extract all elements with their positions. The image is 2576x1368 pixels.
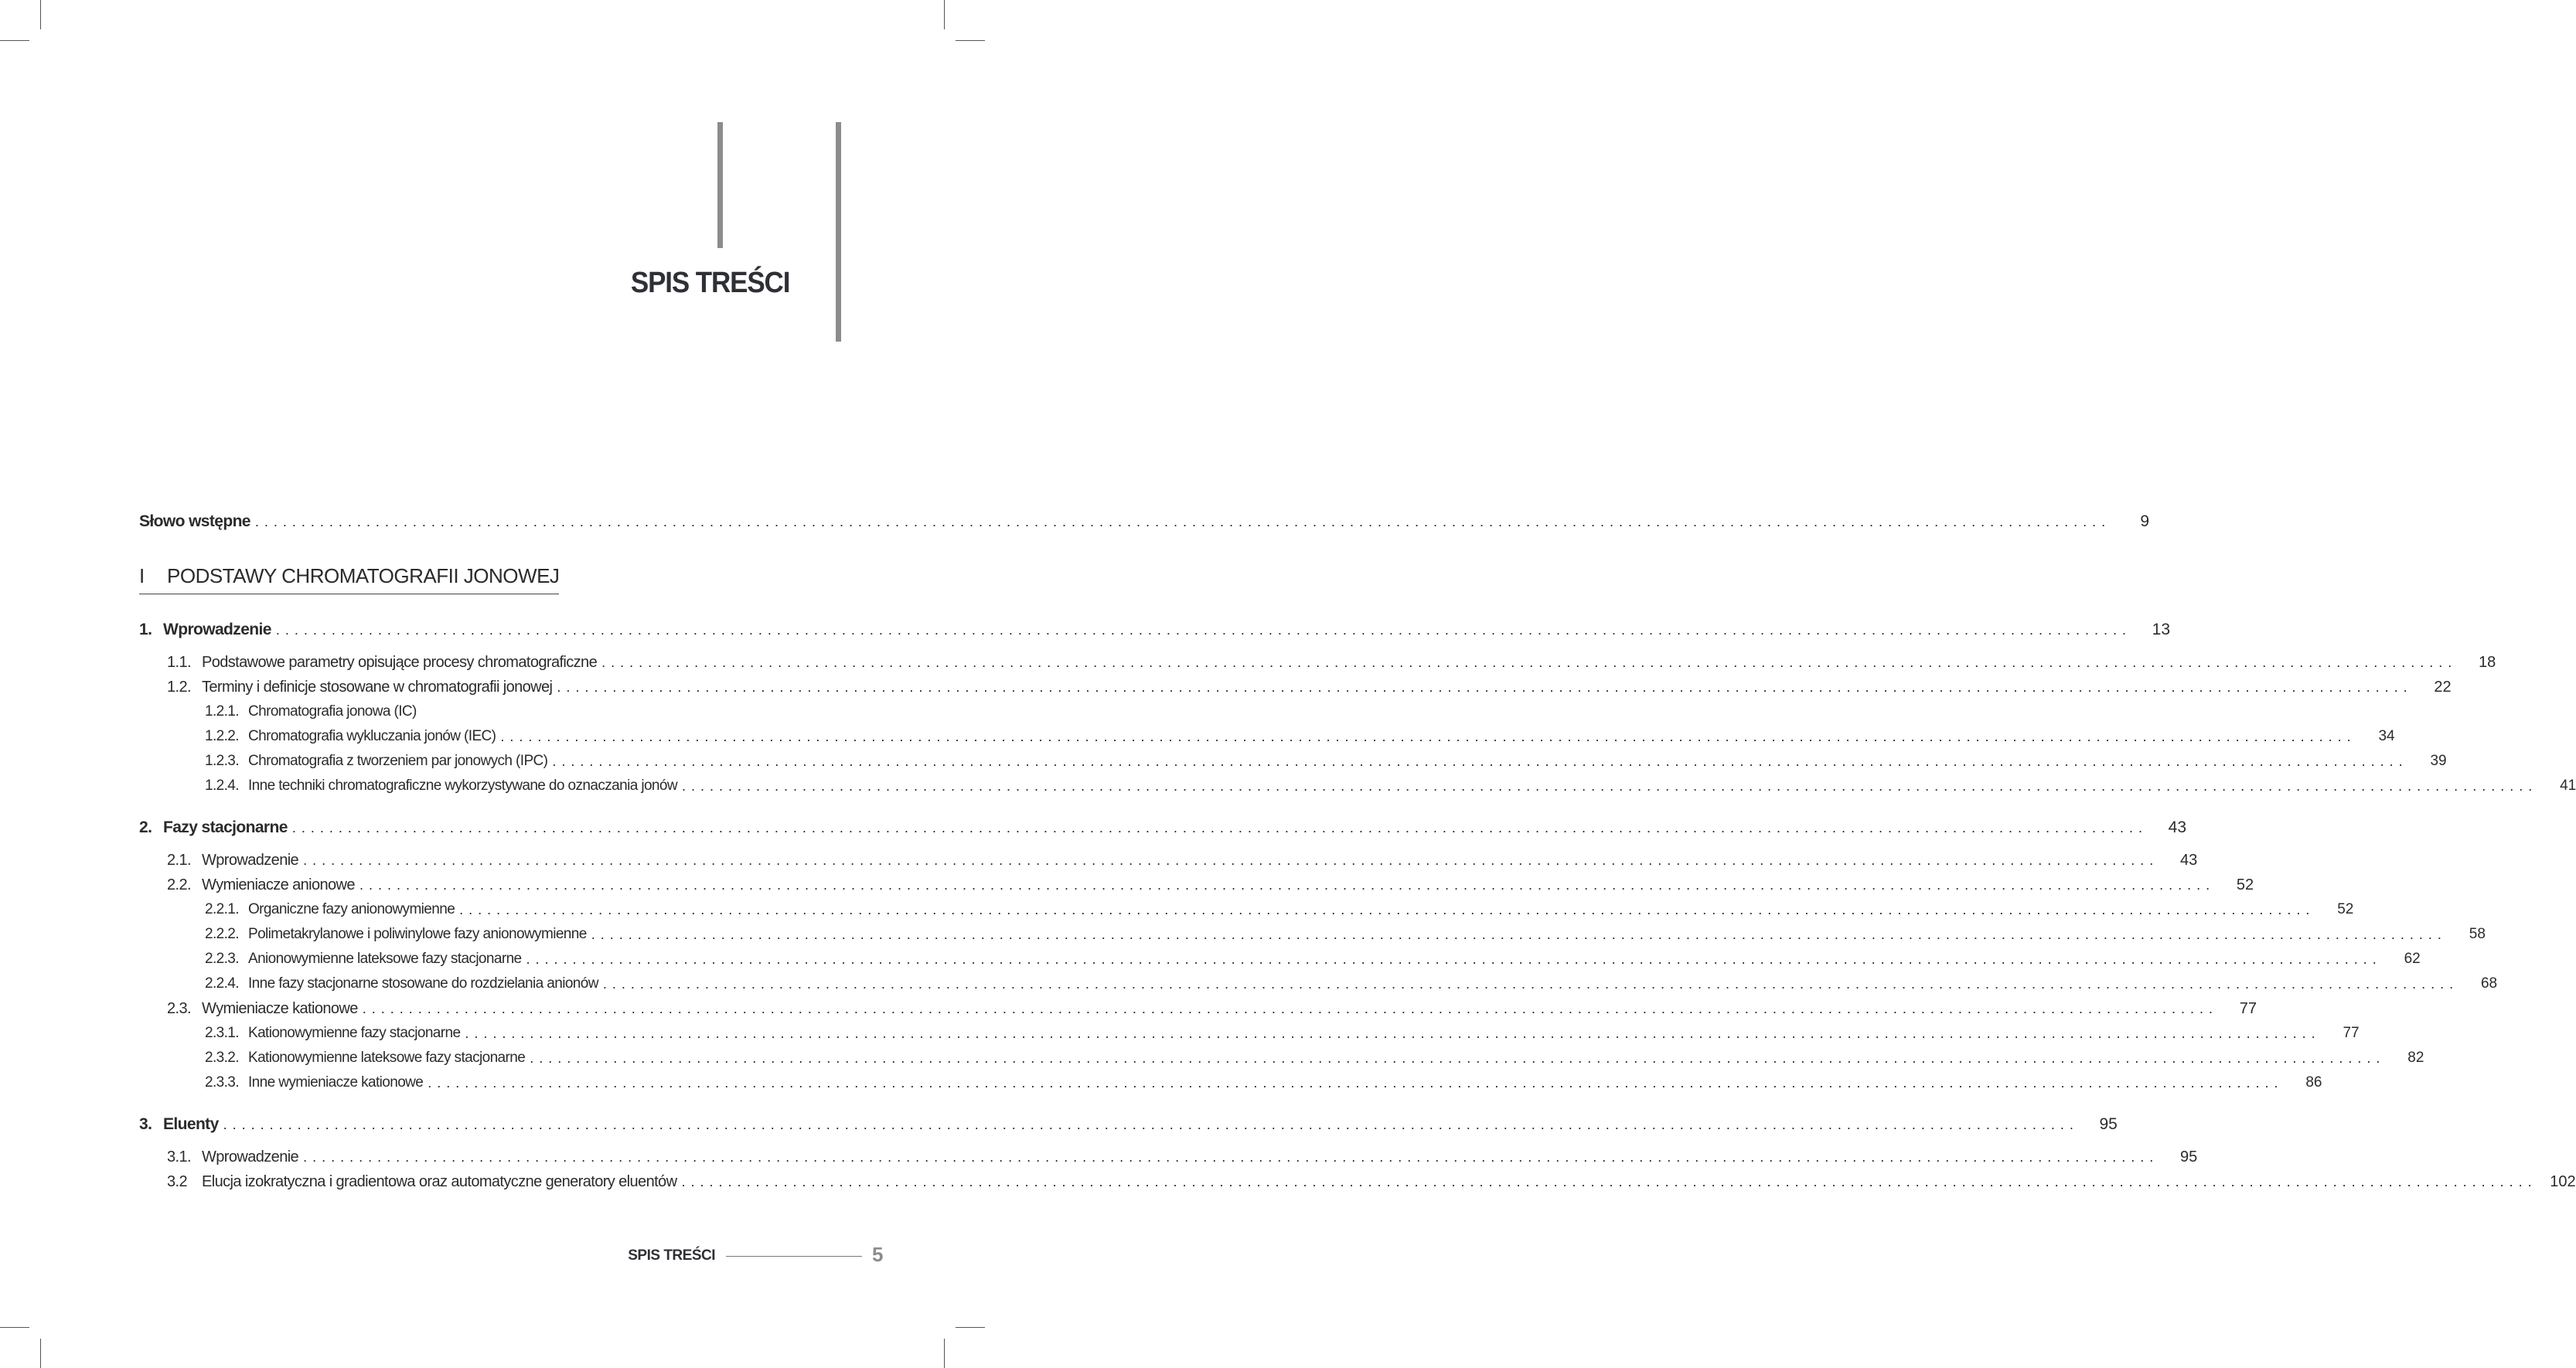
header-bar-long — [836, 122, 841, 342]
toc-entry-page: 62 — [2404, 951, 2421, 967]
toc-entry[interactable] — [167, 846, 2198, 869]
toc-entry-page: 43 — [2168, 818, 2187, 836]
toc-entry-title: Chromatografia z tworzeniem par jonowych (IPC) — [248, 753, 548, 769]
toc-entry-number: 2.2.2. — [205, 926, 239, 942]
toc-entry[interactable] — [205, 1019, 2360, 1043]
leader-dots: ........................................................................................................................................................................................................ — [601, 655, 2458, 670]
leader-dots: ........................................................................................................................................................................................................ — [500, 729, 2356, 744]
crop-mark — [944, 0, 945, 29]
toc-entry-page: 77 — [2343, 1025, 2360, 1041]
toc-entry-number: 2.2.1. — [205, 901, 239, 917]
leader-dots: ........................................................................................................................................................................................................ — [530, 1050, 2386, 1066]
leader-dots: ........................................................................................................................................................................................................ — [359, 877, 2216, 893]
toc-entry-title: Inne fazy stacjonarne stosowane do rozdzielania anionów — [248, 975, 598, 992]
toc-entry-number: 2.2.4. — [205, 975, 239, 992]
toc-entry-title: Chromatografia wykluczania jonów (IEC) — [248, 728, 496, 744]
toc-entry-number: 1. — [139, 621, 152, 638]
leader-dots: ........................................................................................................................................................................................................ — [254, 514, 2111, 529]
crop-mark — [40, 1339, 41, 1368]
toc-entry-number: 2.2. — [167, 876, 191, 893]
footer-running-title: SPIS TREŚCI — [628, 1247, 715, 1264]
toc-entry-page: 86 — [2305, 1074, 2322, 1091]
toc-entry-title: Terminy i definicje stosowane w chromatografii jonowej — [202, 679, 553, 696]
toc-entry[interactable] — [205, 723, 2395, 746]
part-heading — [139, 564, 559, 594]
toc-entry[interactable] — [205, 1044, 2424, 1067]
toc-entry-page: 13 — [2152, 621, 2171, 638]
toc-entry[interactable] — [139, 814, 2187, 837]
toc-entry-page: 77 — [2239, 1000, 2257, 1017]
toc-entry-title: Podstawowe parametry opisujące procesy chromatograficzne — [202, 654, 598, 671]
leader-dots: ........................................................................................................................................................................................................ — [291, 820, 2148, 835]
toc-entry-number: 1.1. — [167, 654, 191, 671]
toc-entry[interactable] — [167, 995, 2257, 1018]
leader-dots: ........................................................................................................................................................................................................ — [526, 951, 2382, 967]
toc-entry[interactable] — [167, 1168, 2576, 1191]
toc-entry-page: 52 — [2337, 901, 2354, 917]
toc-entry-page: 58 — [2469, 926, 2486, 942]
leader-dots: ........................................................................................................................................................................................................ — [303, 852, 2159, 868]
part-title: PODSTAWY CHROMATOGRAFII JONOWEJ — [167, 564, 560, 587]
toc-entry-title: Wymieniacze kationowe — [202, 1000, 358, 1017]
crop-mark — [0, 40, 29, 41]
toc-entry-number: 1.2.2. — [205, 728, 239, 744]
toc-entry-number: 3. — [139, 1115, 152, 1133]
toc-entry-title: Anionowymienne lateksowe fazy stacjonarne — [248, 951, 522, 967]
toc-entry-number: 3.2 — [167, 1173, 188, 1190]
toc-entry-preface[interactable] — [139, 508, 2150, 531]
toc-entry[interactable] — [205, 698, 840, 721]
leader-dots: ........................................................................................................................................................................................................ — [602, 976, 2459, 992]
leader-dots: ........................................................................................................................................................................................................ — [681, 1174, 2537, 1189]
toc-entry-title: Organiczne fazy anionowymienne — [248, 901, 455, 917]
toc-entry[interactable] — [205, 970, 2498, 993]
toc-entry-title: Fazy stacjonarne — [163, 818, 288, 836]
toc-entry-page: 95 — [2180, 1149, 2198, 1166]
toc-entry[interactable] — [167, 1143, 2198, 1166]
leader-dots: ........................................................................................................................................................................................................ — [223, 1117, 2079, 1132]
leader-dots: ........................................................................................................................................................................................................ — [552, 754, 2408, 769]
toc-entry-page: 18 — [2479, 654, 2496, 671]
toc-entry-page: 34 — [2378, 728, 2395, 744]
toc-entry-title: Polimetakrylanowe i poliwinylowe fazy anionowymienne — [248, 926, 587, 942]
toc-entry-number: 1.2.1. — [205, 703, 239, 720]
part-number: I — [139, 564, 145, 587]
leader-dots: ........................................................................................................................................................................................................ — [303, 1149, 2159, 1165]
footer-rule — [726, 1256, 862, 1257]
toc-entry-title: Wprowadzenie — [202, 852, 299, 869]
toc-entry-page: 102 — [2550, 1173, 2576, 1190]
toc-entry-page: 82 — [2407, 1050, 2424, 1066]
toc-entry[interactable] — [139, 1111, 2118, 1134]
toc-entry-title: Elucja izokratyczna i gradientowa oraz automatyczne generatory eluentów — [202, 1173, 677, 1190]
leader-dots: ........................................................................................................................................................................................................ — [465, 1026, 2321, 1041]
toc-entry-title: Eluenty — [163, 1115, 219, 1133]
toc-entry[interactable] — [205, 1069, 2322, 1092]
toc-entry-title: Wprowadzenie — [202, 1149, 299, 1166]
crop-mark — [944, 1339, 945, 1368]
toc-entry-number: 1.2.4. — [205, 778, 239, 794]
crop-mark — [956, 40, 985, 41]
toc-entry[interactable] — [167, 871, 2254, 894]
header-bar-short — [717, 122, 723, 248]
toc-entry-number: 1.2.3. — [205, 753, 239, 769]
toc-entry-title: Inne wymieniacze kationowe — [248, 1074, 424, 1091]
leader-dots: ........................................................................................................................................................................................................ — [275, 622, 2132, 638]
toc-entry-number: 3.1. — [167, 1149, 191, 1166]
toc-entry[interactable] — [205, 896, 2354, 919]
leader-dots: ........................................................................................................................................................................................................ — [428, 1075, 2284, 1091]
toc-entry[interactable] — [205, 921, 2486, 944]
toc-entry-number: 1.2. — [167, 679, 191, 696]
leader-dots: ........................................................................................................................................................................................................ — [682, 778, 2538, 794]
crop-mark — [956, 1327, 985, 1328]
toc-entry[interactable] — [167, 648, 2496, 672]
toc-entry-number: 2.3.2. — [205, 1050, 239, 1066]
toc-entry-title: Wymieniacze anionowe — [202, 876, 355, 893]
footer-page-number: 5 — [872, 1243, 884, 1266]
toc-entry-title: Wprowadzenie — [163, 621, 271, 638]
toc-entry-number: 2.3.1. — [205, 1025, 239, 1041]
toc-entry[interactable] — [205, 945, 2421, 968]
toc-entry-number: 2.1. — [167, 852, 191, 869]
toc-entry[interactable] — [139, 616, 2171, 639]
leader-dots: ........................................................................................................................................................................................................ — [591, 927, 2447, 942]
crop-mark — [0, 1327, 29, 1328]
toc-entry-number: 2.2.3. — [205, 951, 239, 967]
toc-entry-number: 2.3. — [167, 1000, 191, 1017]
toc-entry[interactable] — [205, 747, 2447, 771]
crop-mark — [40, 0, 41, 29]
toc-entry-page: 39 — [2430, 753, 2447, 769]
leader-dots: ........................................................................................................................................................................................................ — [557, 679, 2413, 695]
toc-entry-title: Słowo wstępne — [139, 512, 250, 530]
toc-entry-page: 95 — [2099, 1115, 2118, 1133]
toc-entry-title: Kationowymienne fazy stacjonarne — [248, 1025, 461, 1041]
leader-dots: ........................................................................................................................................................................................................ — [362, 1001, 2218, 1016]
toc-entry-page: 43 — [2180, 852, 2198, 869]
toc-entry[interactable] — [205, 772, 2576, 795]
toc-entry-number: 2.3.3. — [205, 1074, 239, 1091]
toc-entry-title: Inne techniki chromatograficzne wykorzystywane do oznaczania jonów — [248, 778, 677, 794]
leader-dots: ........................................................................................................................................................................................................ — [459, 902, 2315, 917]
toc-entry-page: 68 — [2480, 975, 2498, 992]
toc-entry-title: Chromatografia jonowa (IC) — [248, 703, 417, 720]
page-title: SPIS TREŚCI — [630, 267, 789, 299]
toc-entry-page: 52 — [2236, 876, 2254, 893]
toc-entry[interactable] — [167, 673, 2452, 696]
toc-entry-title: Kationowymienne lateksowe fazy stacjonarne — [248, 1050, 526, 1066]
toc-entry-number: 2. — [139, 818, 152, 836]
toc-entry-page: 9 — [2140, 512, 2150, 530]
toc-entry-page: 41 — [2560, 778, 2576, 794]
toc-entry-page: 22 — [2434, 679, 2452, 696]
